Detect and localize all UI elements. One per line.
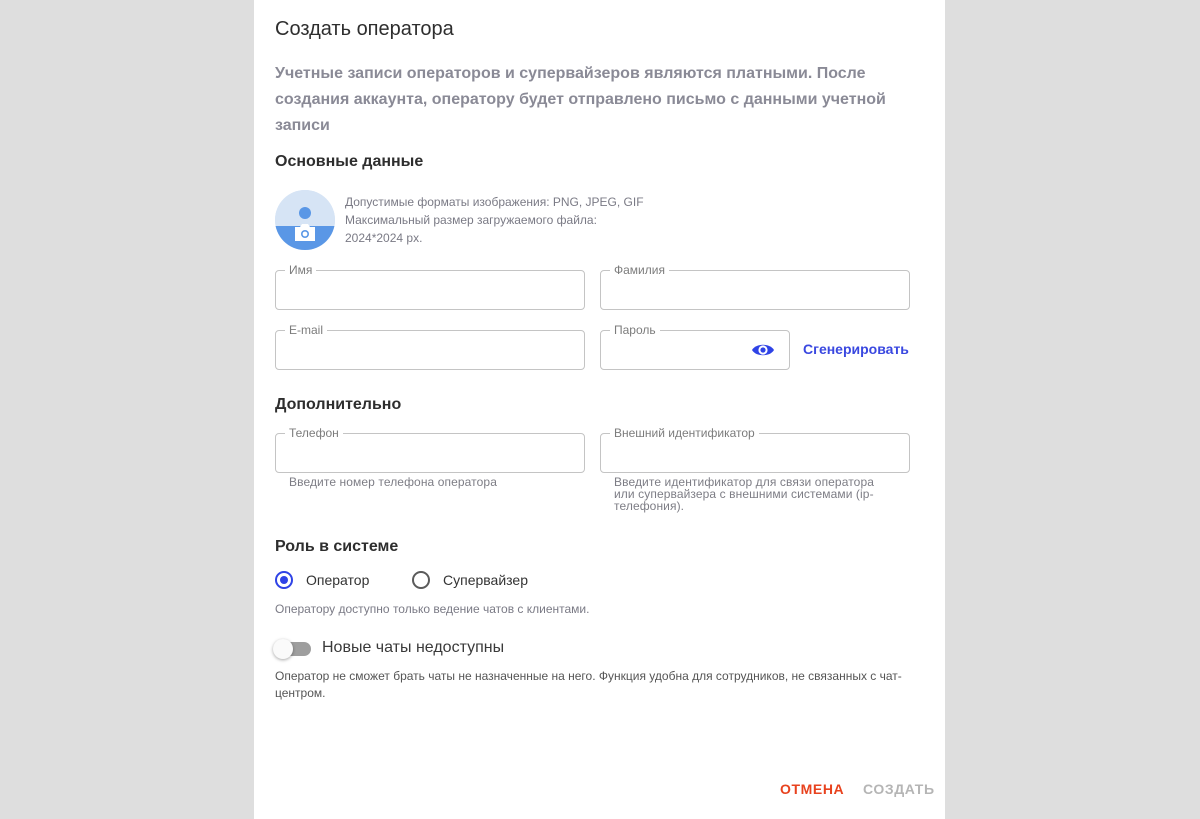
password-field[interactable]	[600, 323, 790, 370]
password-label: Пароль	[610, 323, 660, 337]
email-input[interactable]	[288, 339, 572, 365]
section-extra-heading: Дополнительно	[275, 396, 402, 413]
section-role-heading: Роль в системе	[275, 538, 399, 555]
external-id-input[interactable]	[613, 442, 897, 468]
new-chats-note: Оператор не сможет брать чаты не назначенные на него. Функция удобна для сотрудников, не связанных с чат-центром.	[275, 669, 902, 700]
operator-radio-label: Оператор	[306, 572, 370, 588]
new-chats-toggle-label: Новые чаты недоступны	[322, 639, 505, 656]
external-id-label: Внешний идентификатор	[610, 426, 759, 440]
dialog-title: Создать оператора	[275, 18, 454, 40]
email-field[interactable]	[275, 323, 585, 370]
eye-icon[interactable]	[751, 341, 775, 359]
create-button[interactable]: СОЗДАТЬ	[863, 781, 935, 797]
last-name-label: Фамилия	[610, 263, 669, 277]
toggle-knob[interactable]	[273, 639, 293, 659]
role-description: Оператору доступно только ведение чатов с клиентами.	[275, 602, 590, 616]
first-name-label: Имя	[285, 263, 316, 277]
operator-radio[interactable]	[275, 571, 293, 589]
external-id-helper-line: или супервайзера с внешними системами (ip-	[614, 487, 874, 501]
cancel-button[interactable]: ОТМЕНА	[780, 781, 845, 797]
generate-password-link[interactable]: Сгенерировать	[803, 341, 909, 357]
external-id-helper-line: Введите идентификатор для связи оператора	[614, 475, 875, 489]
dialog-subtitle: Учетные записи операторов и супервайзеров являются платными. После создания аккаунта, оператору будет отправлено письмо с данными учетной записи	[275, 65, 886, 134]
supervisor-radio-label: Супервайзер	[443, 572, 528, 588]
avatar-upload[interactable]	[275, 190, 335, 250]
create-operator-dialog	[254, 0, 945, 819]
external-id-field[interactable]	[600, 426, 910, 473]
image-upload-hint	[345, 193, 644, 247]
first-name-input[interactable]	[288, 279, 572, 305]
email-label: E-mail	[285, 323, 327, 337]
first-name-field[interactable]	[275, 263, 585, 310]
external-id-helper-line: телефония).	[614, 499, 685, 513]
supervisor-radio[interactable]	[412, 571, 430, 589]
phone-input[interactable]	[288, 442, 572, 468]
section-basic-heading: Основные данные	[275, 153, 424, 170]
image-hint-max-size: Максимальный размер загружаемого файла:	[345, 213, 597, 227]
phone-field[interactable]	[275, 426, 585, 473]
role-option-supervisor[interactable]	[412, 570, 552, 590]
last-name-field[interactable]	[600, 263, 910, 310]
last-name-input[interactable]	[613, 279, 897, 305]
image-hint-dimensions: 2024*2024 px.	[345, 231, 423, 245]
image-hint-formats: Допустимые форматы изображения: PNG, JPEG, GIF	[345, 195, 644, 209]
user-camera-icon	[275, 190, 335, 250]
external-id-helper-text	[614, 476, 904, 512]
new-chats-toggle[interactable]	[275, 642, 311, 656]
phone-helper-text: Введите номер телефона оператора	[289, 475, 497, 489]
phone-label: Телефон	[285, 426, 343, 440]
role-option-operator[interactable]	[275, 570, 385, 590]
password-input[interactable]	[613, 339, 745, 365]
